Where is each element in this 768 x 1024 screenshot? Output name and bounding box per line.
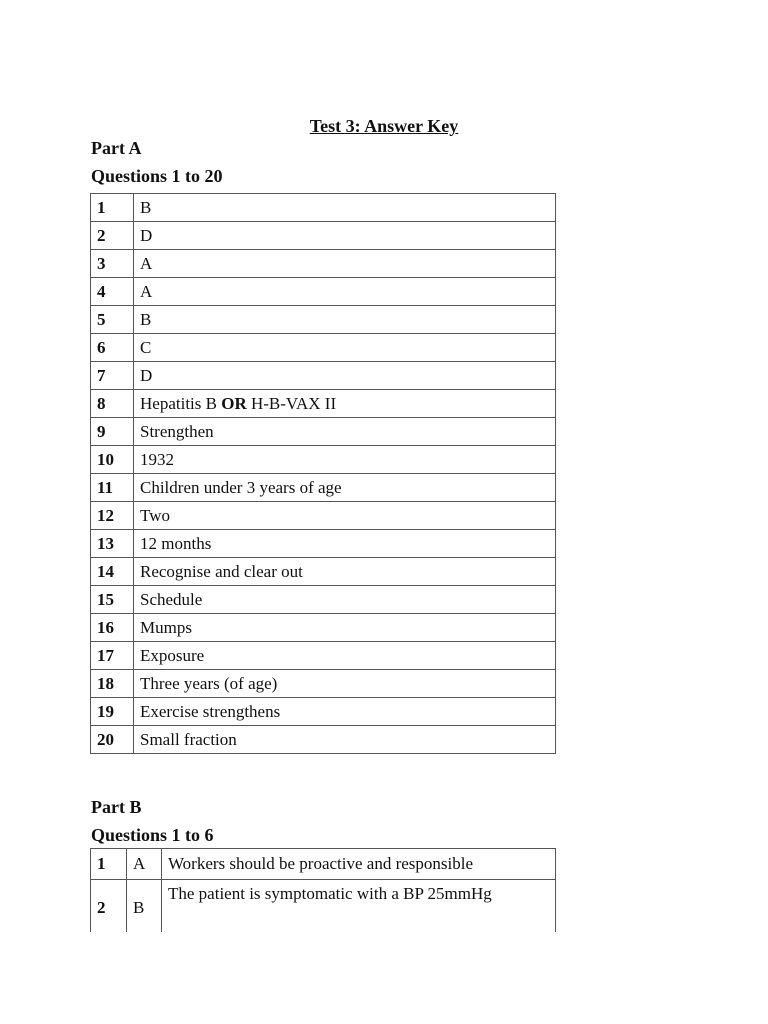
answer-cell: B (134, 306, 556, 334)
table-row (91, 194, 556, 222)
question-number: 5 (91, 306, 134, 334)
answer-cell: Exposure (134, 642, 556, 670)
answer-cell: Recognise and clear out (134, 558, 556, 586)
table-row (91, 880, 556, 933)
table-row (91, 446, 556, 474)
table-row (91, 558, 556, 586)
question-number: 6 (91, 334, 134, 362)
table-row (91, 614, 556, 642)
table-row (91, 586, 556, 614)
question-number: 3 (91, 250, 134, 278)
table-row (91, 362, 556, 390)
answer-letter: B (127, 880, 162, 933)
answer-cell: D (134, 222, 556, 250)
answer-statement: Workers should be proactive and responsible (162, 849, 556, 880)
answer-cell: 12 months (134, 530, 556, 558)
table-row (91, 670, 556, 698)
question-number: 2 (91, 880, 127, 933)
table-row (91, 278, 556, 306)
question-number: 12 (91, 502, 134, 530)
answer-letter: A (127, 849, 162, 880)
question-number: 7 (91, 362, 134, 390)
part-b-table-viewport (89, 848, 559, 932)
question-number: 4 (91, 278, 134, 306)
question-number: 14 (91, 558, 134, 586)
answer-cell: C (134, 334, 556, 362)
question-number: 16 (91, 614, 134, 642)
answer-cell: Small fraction (134, 726, 556, 754)
answer-cell: Schedule (134, 586, 556, 614)
question-number: 15 (91, 586, 134, 614)
question-number: 13 (91, 530, 134, 558)
table-row (91, 502, 556, 530)
page-title: Test 3: Answer Key (309, 116, 459, 136)
answer-cell: A (134, 278, 556, 306)
answer-cell: Exercise strengthens (134, 698, 556, 726)
answer-statement: The patient is symptomatic with a BP 25mmHg (162, 880, 556, 933)
answer-cell: A (134, 250, 556, 278)
table-row (91, 698, 556, 726)
answer-text-after: H-B-VAX II (246, 393, 337, 413)
answer-cell: 1932 (134, 446, 556, 474)
answer-cell: Children under 3 years of age (134, 474, 556, 502)
table-row (91, 474, 556, 502)
question-number: 8 (91, 390, 134, 418)
question-number: 1 (91, 194, 134, 222)
answer-cell: Two (134, 502, 556, 530)
part-a-subheading: Questions 1 to 20 (91, 166, 223, 186)
answer-text-or: OR (221, 393, 247, 413)
table-row (91, 418, 556, 446)
part-b-subheading: Questions 1 to 6 (91, 825, 214, 845)
question-number: 17 (91, 642, 134, 670)
answer-cell: Three years (of age) (134, 670, 556, 698)
answer-cell: B (134, 194, 556, 222)
answer-cell: D (134, 362, 556, 390)
question-number: 19 (91, 698, 134, 726)
question-number: 18 (91, 670, 134, 698)
table-row (91, 222, 556, 250)
table-row (91, 726, 556, 754)
question-number: 20 (91, 726, 134, 754)
answer-cell: Mumps (134, 614, 556, 642)
table-row (91, 306, 556, 334)
table-row (91, 530, 556, 558)
answer-text-before: Hepatitis B (140, 393, 222, 413)
question-number: 9 (91, 418, 134, 446)
part-a-answer-table (90, 193, 556, 754)
part-b-answer-table (90, 848, 556, 932)
answer-cell: Strengthen (134, 418, 556, 446)
question-number: 10 (91, 446, 134, 474)
part-b-heading: Part B (91, 797, 142, 817)
table-row (91, 849, 556, 880)
part-a-heading: Part A (91, 138, 142, 158)
answer-cell (134, 390, 556, 418)
table-row (91, 334, 556, 362)
table-row (91, 642, 556, 670)
question-number: 2 (91, 222, 134, 250)
table-row (91, 250, 556, 278)
question-number: 1 (91, 849, 127, 880)
table-row (91, 390, 556, 418)
question-number: 11 (91, 474, 134, 502)
